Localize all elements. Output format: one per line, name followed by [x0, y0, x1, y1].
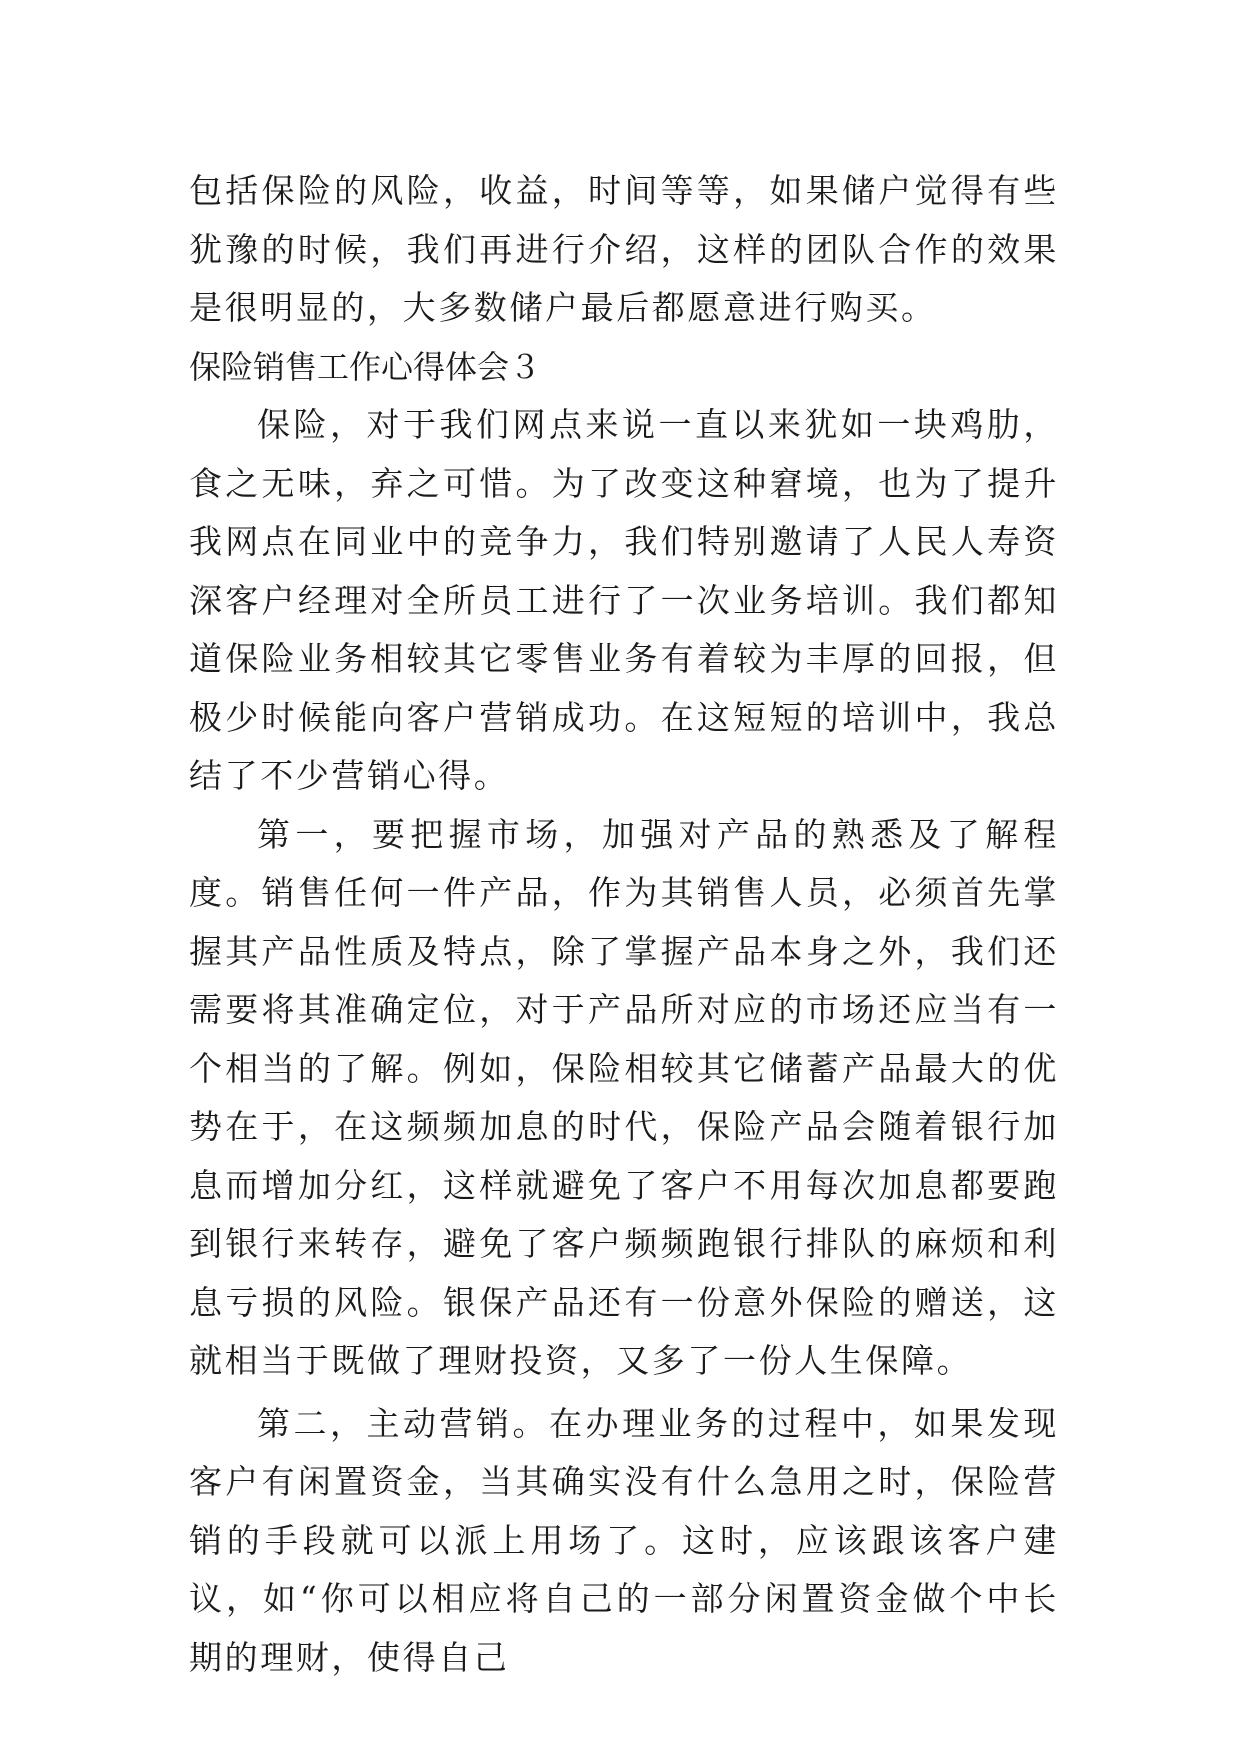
- body-paragraph-1: 保险，对于我们网点来说一直以来犹如一块鸡肋，食之无味，弃之可惜。为了改变这种窘境，也为了提升我网点在同业中的竞争力，我们特别邀请了人民人寿资深客户经理对全所员工进行了一次业务培训。我们都知道保险业务相较其它零售业务有着较为丰厚的回报，但极少时候能向客户营销成功。在这短短的培训中，我总结了不少营销心得。: [189, 405, 1059, 795]
- document-body: [189, 162, 1059, 1687]
- continuation-paragraph: 包括保险的风险，收益，时间等等，如果储户觉得有些犹豫的时候，我们再进行介绍，这样的团队合作的效果是很明显的，大多数储户最后都愿意进行购买。: [189, 171, 1059, 327]
- section-title: 保险销售工作心得体会３: [189, 347, 542, 386]
- body-paragraph-2: 第一，要把握市场，加强对产品的熟悉及了解程度。销售任何一件产品，作为其销售人员，必须首先掌握其产品性质及特点，除了掌握产品本身之外，我们还需要将其准确定位，对于产品所对应的市场还应当有一个相当的了解。例如，保险相较其它储蓄产品最大的优势在于，在这频频加息的时代，保险产品会随着银行加息而增加分红，这样就避免了客户不用每次加息都要跑到银行来转存，避免了客户频频跑银行排队的麻烦和利息亏损的风险。银保产品还有一份意外保险的赠送，这就相当于既做了理财投资，又多了一份人生保障。: [189, 814, 1059, 1380]
- body-paragraph-3: 第二，主动营销。在办理业务的过程中，如果发现客户有闲置资金，当其确实没有什么急用之时，保险营销的手段就可以派上用场了。这时，应该跟该客户建议，如“你可以相应将自己的一部分闲置资金做个中长期的理财，使得自己: [189, 1403, 1059, 1677]
